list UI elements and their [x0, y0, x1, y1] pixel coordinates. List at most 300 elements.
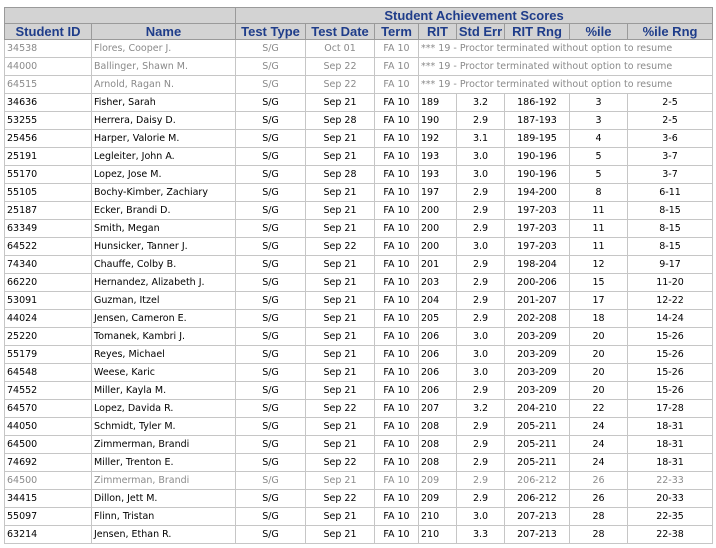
cell-test-type: S/G — [236, 346, 306, 364]
cell-term: FA 10 — [375, 454, 419, 472]
cell-rit-rng: 197-203 — [505, 238, 570, 256]
column-header-rit: RIT — [419, 24, 457, 40]
cell-rit: 205 — [419, 310, 457, 328]
cell-term: FA 10 — [375, 400, 419, 418]
cell-student-id: 53255 — [5, 112, 92, 130]
cell-rit-rng: 202-208 — [505, 310, 570, 328]
cell-term: FA 10 — [375, 40, 419, 58]
cell-student-id: 44000 — [5, 58, 92, 76]
cell-name: Flores, Cooper J. — [92, 40, 236, 58]
cell-term: FA 10 — [375, 490, 419, 508]
cell-name: Herrera, Daisy D. — [92, 112, 236, 130]
cell-test-date: Sep 21 — [306, 436, 375, 454]
table-row — [5, 490, 713, 508]
cell-test-date: Sep 21 — [306, 202, 375, 220]
cell-test-type: S/G — [236, 418, 306, 436]
cell-percentile: 28 — [570, 526, 628, 544]
cell-percentile-rng: 17-28 — [628, 400, 713, 418]
cell-std-err: 3.0 — [457, 328, 505, 346]
cell-rit: 206 — [419, 328, 457, 346]
cell-test-date: Sep 22 — [306, 490, 375, 508]
cell-percentile-rng: 18-31 — [628, 454, 713, 472]
cell-percentile-rng: 3-7 — [628, 166, 713, 184]
cell-percentile-rng: 20-33 — [628, 490, 713, 508]
cell-rit: 189 — [419, 94, 457, 112]
cell-rit-rng: 198-204 — [505, 256, 570, 274]
cell-term: FA 10 — [375, 166, 419, 184]
cell-std-err: 3.0 — [457, 238, 505, 256]
table-row — [5, 436, 713, 454]
cell-test-date: Sep 21 — [306, 472, 375, 490]
table-row — [5, 76, 713, 94]
table-row — [5, 58, 713, 76]
cell-percentile: 26 — [570, 490, 628, 508]
cell-name: Miller, Trenton E. — [92, 454, 236, 472]
column-header-test-type: Test Type — [236, 24, 306, 40]
cell-rit: 209 — [419, 490, 457, 508]
cell-test-type: S/G — [236, 382, 306, 400]
cell-rit: 206 — [419, 364, 457, 382]
cell-name: Harper, Valorie M. — [92, 130, 236, 148]
cell-rit: 190 — [419, 112, 457, 130]
cell-term: FA 10 — [375, 310, 419, 328]
cell-term: FA 10 — [375, 58, 419, 76]
cell-term: FA 10 — [375, 184, 419, 202]
cell-name: Hunsicker, Tanner J. — [92, 238, 236, 256]
cell-test-date: Sep 21 — [306, 346, 375, 364]
cell-test-date: Sep 21 — [306, 256, 375, 274]
table-row — [5, 328, 713, 346]
cell-rit-rng: 186-192 — [505, 94, 570, 112]
cell-test-type: S/G — [236, 256, 306, 274]
table-row — [5, 256, 713, 274]
cell-student-id: 25456 — [5, 130, 92, 148]
table-row — [5, 130, 713, 148]
cell-test-type: S/G — [236, 184, 306, 202]
cell-name: Bochy-Kimber, Zachiary — [92, 184, 236, 202]
cell-student-id: 64515 — [5, 76, 92, 94]
cell-rit-rng: 197-203 — [505, 202, 570, 220]
table-row — [5, 112, 713, 130]
cell-rit-rng: 204-210 — [505, 400, 570, 418]
cell-test-type: S/G — [236, 490, 306, 508]
cell-percentile-rng: 2-5 — [628, 94, 713, 112]
cell-name: Jensen, Cameron E. — [92, 310, 236, 328]
cell-rit-rng: 205-211 — [505, 436, 570, 454]
cell-percentile-rng: 8-15 — [628, 202, 713, 220]
group-header-spacer — [5, 8, 236, 24]
cell-percentile: 22 — [570, 400, 628, 418]
cell-name: Weese, Karic — [92, 364, 236, 382]
cell-name: Jensen, Ethan R. — [92, 526, 236, 544]
cell-term: FA 10 — [375, 364, 419, 382]
cell-test-date: Sep 21 — [306, 184, 375, 202]
cell-std-err: 2.9 — [457, 274, 505, 292]
cell-percentile: 24 — [570, 436, 628, 454]
cell-std-err: 3.1 — [457, 130, 505, 148]
group-header-row — [5, 8, 713, 24]
cell-percentile-rng: 22-38 — [628, 526, 713, 544]
cell-student-id: 55170 — [5, 166, 92, 184]
cell-std-err: 2.9 — [457, 184, 505, 202]
cell-term: FA 10 — [375, 256, 419, 274]
cell-test-type: S/G — [236, 436, 306, 454]
cell-percentile-rng: 11-20 — [628, 274, 713, 292]
cell-percentile-rng: 15-26 — [628, 328, 713, 346]
cell-std-err: 3.0 — [457, 364, 505, 382]
cell-term: FA 10 — [375, 238, 419, 256]
cell-rit: 208 — [419, 436, 457, 454]
cell-test-date: Sep 21 — [306, 328, 375, 346]
table-row — [5, 292, 713, 310]
cell-rit: 206 — [419, 382, 457, 400]
cell-percentile: 5 — [570, 148, 628, 166]
cell-student-id: 64570 — [5, 400, 92, 418]
cell-test-date: Sep 22 — [306, 400, 375, 418]
table-row — [5, 274, 713, 292]
cell-percentile: 20 — [570, 382, 628, 400]
cell-percentile-rng: 9-17 — [628, 256, 713, 274]
cell-rit: 209 — [419, 472, 457, 490]
cell-std-err: 2.9 — [457, 202, 505, 220]
cell-percentile: 20 — [570, 328, 628, 346]
cell-student-id: 66220 — [5, 274, 92, 292]
cell-rit: 207 — [419, 400, 457, 418]
cell-rit: 200 — [419, 220, 457, 238]
cell-percentile: 11 — [570, 238, 628, 256]
cell-status-note: *** 19 - Proctor terminated without option to resume — [419, 76, 713, 94]
cell-test-type: S/G — [236, 328, 306, 346]
table-row — [5, 382, 713, 400]
table-row — [5, 472, 713, 490]
group-title: Student Achievement Scores — [236, 8, 713, 24]
cell-name: Lopez, Davida R. — [92, 400, 236, 418]
table-row — [5, 220, 713, 238]
cell-std-err: 2.9 — [457, 112, 505, 130]
cell-std-err: 3.0 — [457, 166, 505, 184]
cell-student-id: 34415 — [5, 490, 92, 508]
cell-test-date: Sep 22 — [306, 454, 375, 472]
cell-percentile-rng: 3-7 — [628, 148, 713, 166]
cell-name: Miller, Kayla M. — [92, 382, 236, 400]
cell-term: FA 10 — [375, 130, 419, 148]
cell-test-type: S/G — [236, 148, 306, 166]
cell-percentile: 5 — [570, 166, 628, 184]
cell-std-err: 3.0 — [457, 346, 505, 364]
cell-std-err: 3.0 — [457, 148, 505, 166]
cell-student-id: 64522 — [5, 238, 92, 256]
cell-test-type: S/G — [236, 238, 306, 256]
cell-test-type: S/G — [236, 310, 306, 328]
cell-test-date: Sep 22 — [306, 76, 375, 94]
cell-percentile-rng: 22-35 — [628, 508, 713, 526]
cell-test-date: Sep 21 — [306, 292, 375, 310]
cell-rit-rng: 194-200 — [505, 184, 570, 202]
cell-percentile: 11 — [570, 220, 628, 238]
cell-name: Flinn, Tristan — [92, 508, 236, 526]
cell-rit-rng: 205-211 — [505, 454, 570, 472]
cell-term: FA 10 — [375, 382, 419, 400]
table-row — [5, 202, 713, 220]
cell-rit: 201 — [419, 256, 457, 274]
cell-name: Ecker, Brandi D. — [92, 202, 236, 220]
cell-test-date: Sep 22 — [306, 58, 375, 76]
table-row — [5, 184, 713, 202]
cell-name: Smith, Megan — [92, 220, 236, 238]
cell-rit: 193 — [419, 148, 457, 166]
cell-rit: 204 — [419, 292, 457, 310]
cell-rit-rng: 200-206 — [505, 274, 570, 292]
cell-test-date: Sep 21 — [306, 310, 375, 328]
cell-std-err: 2.9 — [457, 292, 505, 310]
cell-name: Schmidt, Tyler M. — [92, 418, 236, 436]
cell-percentile-rng: 15-26 — [628, 364, 713, 382]
cell-percentile-rng: 8-15 — [628, 238, 713, 256]
cell-student-id: 25220 — [5, 328, 92, 346]
cell-std-err: 2.9 — [457, 472, 505, 490]
table-row — [5, 364, 713, 382]
cell-term: FA 10 — [375, 328, 419, 346]
table-body — [5, 40, 713, 544]
cell-test-date: Sep 21 — [306, 94, 375, 112]
table-row — [5, 94, 713, 112]
cell-percentile-rng: 18-31 — [628, 436, 713, 454]
cell-rit-rng: 203-209 — [505, 382, 570, 400]
cell-percentile: 28 — [570, 508, 628, 526]
cell-rit: 210 — [419, 508, 457, 526]
cell-test-type: S/G — [236, 202, 306, 220]
cell-std-err: 2.9 — [457, 220, 505, 238]
cell-test-date: Sep 21 — [306, 382, 375, 400]
cell-rit-rng: 197-203 — [505, 220, 570, 238]
cell-rit: 192 — [419, 130, 457, 148]
cell-term: FA 10 — [375, 292, 419, 310]
cell-test-date: Sep 21 — [306, 148, 375, 166]
cell-test-type: S/G — [236, 58, 306, 76]
column-header-test-date: Test Date — [306, 24, 375, 40]
cell-student-id: 25191 — [5, 148, 92, 166]
cell-percentile: 3 — [570, 94, 628, 112]
cell-name: Chauffe, Colby B. — [92, 256, 236, 274]
cell-test-type: S/G — [236, 166, 306, 184]
cell-percentile-rng: 6-11 — [628, 184, 713, 202]
table-row — [5, 148, 713, 166]
cell-test-date: Oct 01 — [306, 40, 375, 58]
cell-student-id: 64500 — [5, 436, 92, 454]
cell-percentile-rng: 18-31 — [628, 418, 713, 436]
cell-status-note: *** 19 - Proctor terminated without option to resume — [419, 58, 713, 76]
cell-rit-rng: 206-212 — [505, 472, 570, 490]
cell-percentile-rng: 12-22 — [628, 292, 713, 310]
table-row — [5, 346, 713, 364]
cell-std-err: 3.0 — [457, 508, 505, 526]
cell-test-date: Sep 21 — [306, 526, 375, 544]
cell-rit-rng: 203-209 — [505, 346, 570, 364]
cell-term: FA 10 — [375, 508, 419, 526]
table-row — [5, 40, 713, 58]
cell-rit-rng: 203-209 — [505, 364, 570, 382]
cell-student-id: 74340 — [5, 256, 92, 274]
cell-std-err: 3.2 — [457, 400, 505, 418]
cell-name: Reyes, Michael — [92, 346, 236, 364]
cell-test-date: Sep 21 — [306, 418, 375, 436]
cell-percentile-rng: 14-24 — [628, 310, 713, 328]
column-header-name: Name — [92, 24, 236, 40]
cell-rit-rng: 203-209 — [505, 328, 570, 346]
cell-test-date: Sep 22 — [306, 238, 375, 256]
cell-term: FA 10 — [375, 220, 419, 238]
cell-name: Tomanek, Kambri J. — [92, 328, 236, 346]
cell-percentile: 24 — [570, 454, 628, 472]
cell-test-type: S/G — [236, 454, 306, 472]
cell-status-note: *** 19 - Proctor terminated without option to resume — [419, 40, 713, 58]
cell-percentile: 4 — [570, 130, 628, 148]
cell-student-id: 34538 — [5, 40, 92, 58]
cell-test-type: S/G — [236, 400, 306, 418]
cell-student-id: 74552 — [5, 382, 92, 400]
cell-test-type: S/G — [236, 292, 306, 310]
cell-name: Hernandez, Alizabeth J. — [92, 274, 236, 292]
cell-test-type: S/G — [236, 76, 306, 94]
table-row — [5, 418, 713, 436]
column-header-student-id: Student ID — [5, 24, 92, 40]
table-row — [5, 526, 713, 544]
cell-name: Arnold, Ragan N. — [92, 76, 236, 94]
student-scores-table — [4, 7, 713, 544]
cell-rit: 210 — [419, 526, 457, 544]
cell-name: Zimmerman, Brandi — [92, 436, 236, 454]
cell-student-id: 53091 — [5, 292, 92, 310]
cell-name: Zimmerman, Brandi — [92, 472, 236, 490]
scores-report — [4, 7, 712, 544]
cell-percentile: 24 — [570, 418, 628, 436]
cell-test-type: S/G — [236, 40, 306, 58]
column-header-rit-rng: RIT Rng — [505, 24, 570, 40]
cell-percentile: 20 — [570, 364, 628, 382]
cell-term: FA 10 — [375, 418, 419, 436]
cell-student-id: 44024 — [5, 310, 92, 328]
cell-test-date: Sep 21 — [306, 364, 375, 382]
cell-test-type: S/G — [236, 220, 306, 238]
cell-term: FA 10 — [375, 436, 419, 454]
cell-percentile-rng: 8-15 — [628, 220, 713, 238]
cell-student-id: 25187 — [5, 202, 92, 220]
cell-std-err: 2.9 — [457, 490, 505, 508]
cell-student-id: 74692 — [5, 454, 92, 472]
cell-term: FA 10 — [375, 346, 419, 364]
cell-percentile: 11 — [570, 202, 628, 220]
cell-std-err: 2.9 — [457, 382, 505, 400]
cell-name: Dillon, Jett M. — [92, 490, 236, 508]
cell-test-type: S/G — [236, 112, 306, 130]
cell-rit-rng: 201-207 — [505, 292, 570, 310]
cell-rit: 206 — [419, 346, 457, 364]
cell-student-id: 55179 — [5, 346, 92, 364]
cell-term: FA 10 — [375, 112, 419, 130]
cell-student-id: 44050 — [5, 418, 92, 436]
cell-std-err: 3.3 — [457, 526, 505, 544]
cell-std-err: 2.9 — [457, 310, 505, 328]
cell-test-date: Sep 28 — [306, 166, 375, 184]
cell-rit-rng: 207-213 — [505, 526, 570, 544]
cell-rit-rng: 207-213 — [505, 508, 570, 526]
cell-std-err: 2.9 — [457, 256, 505, 274]
column-header-percentile: %ile — [570, 24, 628, 40]
cell-name: Ballinger, Shawn M. — [92, 58, 236, 76]
cell-percentile: 20 — [570, 346, 628, 364]
cell-percentile: 3 — [570, 112, 628, 130]
cell-name: Legleiter, John A. — [92, 148, 236, 166]
cell-student-id: 63349 — [5, 220, 92, 238]
cell-test-date: Sep 21 — [306, 130, 375, 148]
cell-term: FA 10 — [375, 94, 419, 112]
table-row — [5, 310, 713, 328]
cell-test-date: Sep 21 — [306, 220, 375, 238]
cell-std-err: 2.9 — [457, 418, 505, 436]
cell-student-id: 64548 — [5, 364, 92, 382]
cell-rit-rng: 190-196 — [505, 148, 570, 166]
cell-name: Guzman, Itzel — [92, 292, 236, 310]
cell-percentile-rng: 2-5 — [628, 112, 713, 130]
cell-student-id: 34636 — [5, 94, 92, 112]
cell-rit: 193 — [419, 166, 457, 184]
cell-term: FA 10 — [375, 202, 419, 220]
cell-rit: 200 — [419, 238, 457, 256]
cell-rit-rng: 189-195 — [505, 130, 570, 148]
cell-rit-rng: 190-196 — [505, 166, 570, 184]
cell-test-date: Sep 28 — [306, 112, 375, 130]
cell-rit: 203 — [419, 274, 457, 292]
cell-rit-rng: 187-193 — [505, 112, 570, 130]
cell-percentile-rng: 3-6 — [628, 130, 713, 148]
cell-test-type: S/G — [236, 526, 306, 544]
cell-std-err: 2.9 — [457, 436, 505, 454]
cell-test-type: S/G — [236, 508, 306, 526]
table-row — [5, 400, 713, 418]
cell-name: Lopez, Jose M. — [92, 166, 236, 184]
cell-percentile-rng: 15-26 — [628, 346, 713, 364]
cell-test-date: Sep 21 — [306, 274, 375, 292]
cell-student-id: 63214 — [5, 526, 92, 544]
cell-percentile: 12 — [570, 256, 628, 274]
cell-rit: 197 — [419, 184, 457, 202]
cell-name: Fisher, Sarah — [92, 94, 236, 112]
cell-rit: 208 — [419, 418, 457, 436]
cell-std-err: 3.2 — [457, 94, 505, 112]
column-header-std-err: Std Err — [457, 24, 505, 40]
table-row — [5, 508, 713, 526]
cell-percentile-rng: 22-33 — [628, 472, 713, 490]
table-row — [5, 238, 713, 256]
cell-rit: 208 — [419, 454, 457, 472]
cell-test-type: S/G — [236, 364, 306, 382]
cell-percentile: 17 — [570, 292, 628, 310]
cell-test-date: Sep 21 — [306, 508, 375, 526]
cell-test-type: S/G — [236, 472, 306, 490]
cell-percentile: 26 — [570, 472, 628, 490]
cell-percentile-rng: 15-26 — [628, 382, 713, 400]
cell-percentile: 15 — [570, 274, 628, 292]
cell-student-id: 55097 — [5, 508, 92, 526]
table-row — [5, 454, 713, 472]
cell-std-err: 2.9 — [457, 454, 505, 472]
column-header-term: Term — [375, 24, 419, 40]
cell-percentile: 18 — [570, 310, 628, 328]
table-row — [5, 166, 713, 184]
column-header-percentile-rng: %ile Rng — [628, 24, 713, 40]
cell-student-id: 55105 — [5, 184, 92, 202]
cell-percentile: 8 — [570, 184, 628, 202]
